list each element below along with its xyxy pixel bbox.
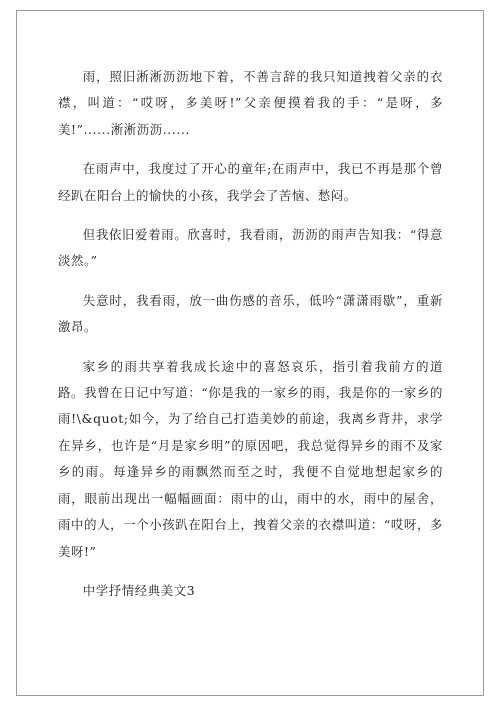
section-heading: 中学抒情经典美文3 [82,582,196,598]
paragraph-2: 在雨声中，我度过了开心的童年;在雨声中，我已不再是那个曾经趴在阳台上的愉快的小孩，我学会了苦恼、愁闷。 [58,161,443,203]
paragraph-3: 但我依旧爱着雨。欣喜时，我看雨，沥沥的雨声告知我：“得意淡然。” [58,227,443,269]
paragraph-1: 雨，照旧淅淅沥沥地下着，不善言辞的我只知道拽着父亲的衣襟，叫道：“哎呀，多美呀!”父亲便摸着我的手：“是呀，多美!”......淅淅沥沥...... [58,69,443,137]
paragraph-5: 家乡的雨共享着我成长途中的喜怒哀乐，指引着我前方的道路。我曾在日记中写道：“你是我的一家乡的雨，我是你的一家乡的雨!\&quot;如今，为了给自己打造美妙的前途，我离乡背井，求学在异乡，也许是“月是家乡明”的原因吧，我总觉得异乡的雨不及家乡的雨。每逢异乡的雨飘然而至之时，我便不自觉地想起家乡的雨，眼前出现出一幅幅画面：雨中的山，雨中的水，雨中的屋舍，雨中的人，一个小孩趴在阳台上，拽着父亲的衣襟叫道：“哎呀，多美呀!” [58,358,443,559]
article-body [58,64,443,604]
paragraph-4: 失意时，我看雨，放一曲伤感的音乐，低吟“潇潇雨歇”，重新激昂。 [58,292,443,335]
